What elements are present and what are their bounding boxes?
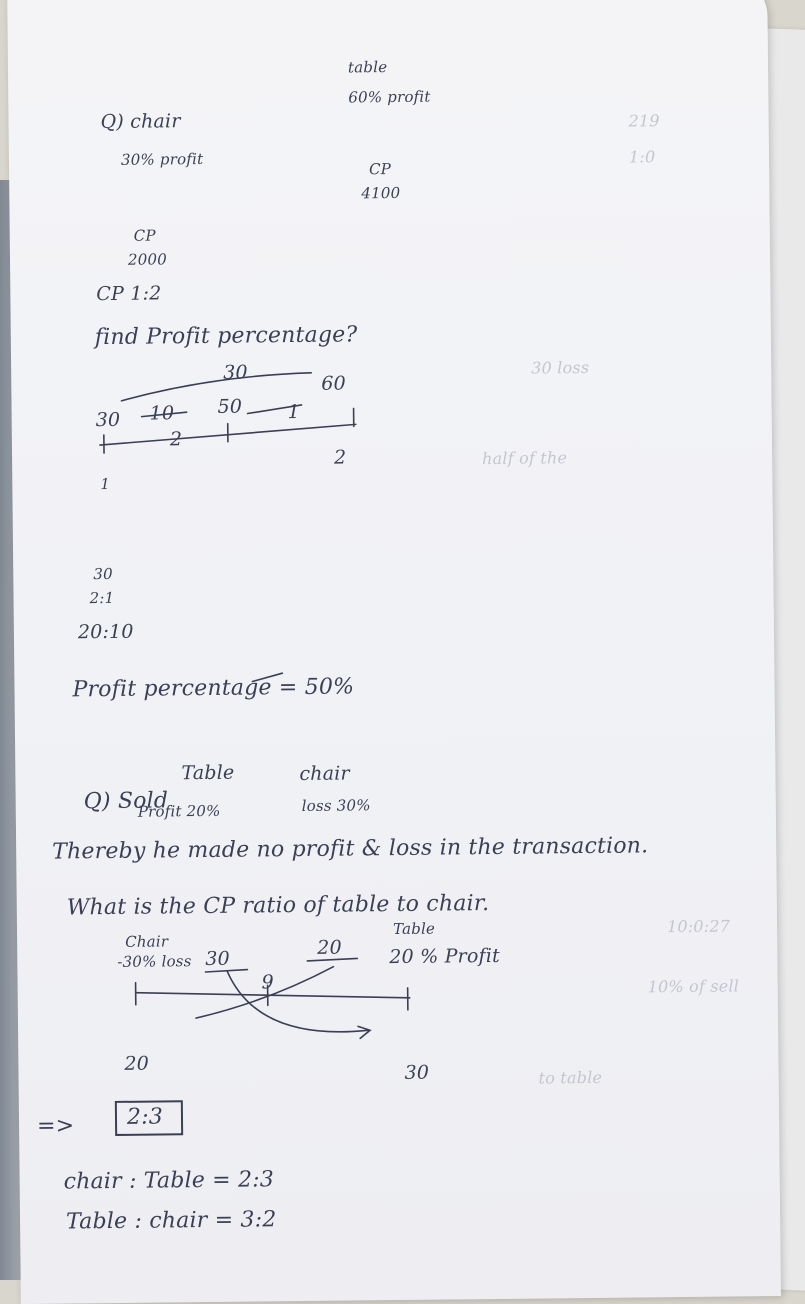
p2-line1: Thereby he made no profit & loss in the transaction. [52,833,648,864]
bleed-through-text: 30 loss [531,358,589,378]
p2-chair-label: chair [299,762,350,785]
bleed-through-text: 219 [628,111,659,130]
p1-work-b: 2:1 [89,589,114,607]
p2-arrow: => [37,1113,75,1138]
p1-segment-line [248,405,302,414]
p1-diag-frac-num: 10 [150,402,175,424]
p1-diag-top-right: 60 [321,372,346,394]
p2-underline-right [307,958,357,961]
p1-arc-line [121,373,311,401]
p1-diag-right-num: 1 [287,401,300,423]
p1-table-cp-value: 4100 [361,184,400,202]
p2-chair-loss: loss 30% [302,796,371,815]
p1-diag-top-center: 30 [223,362,248,384]
p2-diag-below-left: 20 [124,1053,149,1075]
bleed-through-text: 10% of sell [648,976,740,996]
notebook-page [7,0,781,1304]
p2-table-label: Table [181,762,234,785]
p2-diag-right-underlined: 20 [317,937,342,959]
p1-cp-ratio: CP 1:2 [96,282,161,305]
p1-answer: Profit percentage = 50% [72,674,354,702]
pen-strokes [7,0,781,1304]
p2-underline-left [205,970,247,972]
p1-diag-frac-den: 2 [170,428,183,450]
p1-chair-cp-value: 2000 [128,250,167,268]
p2-result1: chair : Table = 2:3 [64,1167,275,1194]
p2-cross-arrow-1 [227,970,368,1033]
bleed-through-text: 10:0:27 [667,916,730,936]
p1-diag-left: 30 [96,409,121,431]
p2-result2: Table : chair = 3:2 [66,1207,277,1234]
p2-cross-arrow-2 [195,967,334,1018]
p2-diag-left-value: -30% loss [117,952,191,971]
bleed-through-text: to table [538,1068,602,1088]
p1-diag-mid: 50 [217,396,242,418]
p2-table-profit: Profit 20% [138,802,221,821]
p2-diag-left-underlined: 30 [205,948,230,970]
p1-diag-below-left: 1 [100,475,110,493]
p2-number-line [136,990,410,1001]
p1-question-label: Q) chair [100,110,180,133]
p2-line2: What is the CP ratio of table to chair. [67,891,490,920]
p1-table-title: table [348,58,387,76]
p2-diag-center: 9 [261,971,274,993]
p1-chair-cp-label: CP [134,226,156,244]
p2-boxed-answer: 2:3 [115,1100,183,1136]
p2-diag-table-small: Table [393,920,435,938]
p2-diag-below-right: 30 [404,1062,429,1084]
p1-answer-underline [252,673,282,681]
p1-diag-below-right: 2 [334,446,347,468]
p1-frac-bar [142,412,187,416]
p1-work-a: 30 [93,565,113,583]
p2-diag-right-value: 20 % Profit [389,945,500,968]
p1-question: find Profit percentage? [95,322,358,350]
p1-work-c: 20:10 [78,621,134,644]
p1-chair-profit: 30% profit [121,150,203,169]
bleed-through-text: half of the [482,448,567,468]
p2-diag-chair-small: Chair [125,932,168,950]
p2-question-label: Q) Sold [84,788,169,814]
p1-table-profit: 60% profit [348,88,430,107]
p1-table-cp-label: CP [369,160,391,178]
bleed-through-text: 1:0 [629,147,656,166]
p2-arrowhead [358,1026,370,1038]
